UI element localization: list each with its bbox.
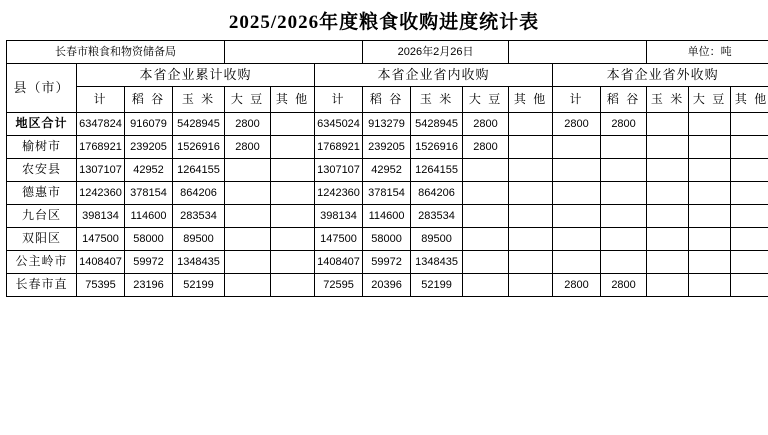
subheader-inside-corn: 玉 米 <box>411 87 463 113</box>
cell-inside-rice: 114600 <box>363 205 411 228</box>
org-label: 长春市粮食和物资储备局 <box>7 41 225 64</box>
cell-outside-corn <box>647 159 689 182</box>
cell-inside-rice: 378154 <box>363 182 411 205</box>
cell-total-other <box>271 113 315 136</box>
cell-outside-other <box>731 228 768 251</box>
cell-outside-sum <box>553 136 601 159</box>
subheader-total-corn: 玉 米 <box>173 87 225 113</box>
cell-outside-other <box>731 159 768 182</box>
cell-outside-other <box>731 136 768 159</box>
cell-outside-soybean <box>689 251 731 274</box>
subheader-total-other: 其 他 <box>271 87 315 113</box>
cell-total-corn: 1526916 <box>173 136 225 159</box>
cell-total-soybean <box>225 159 271 182</box>
cell-inside-soybean <box>463 228 509 251</box>
subheader-total-soybean: 大 豆 <box>225 87 271 113</box>
cell-inside-rice: 42952 <box>363 159 411 182</box>
table-row <box>7 228 768 251</box>
cell-total-soybean: 2800 <box>225 136 271 159</box>
subheader-outside-sum: 计 <box>553 87 601 113</box>
cell-outside-rice <box>601 159 647 182</box>
subheader-outside-rice: 稻 谷 <box>601 87 647 113</box>
meta-row <box>7 41 768 64</box>
row-label: 地区合计 <box>7 113 77 136</box>
cell-outside-soybean <box>689 274 731 297</box>
cell-outside-soybean <box>689 113 731 136</box>
cell-total-corn: 52199 <box>173 274 225 297</box>
cell-total-rice: 58000 <box>125 228 173 251</box>
cell-outside-corn <box>647 251 689 274</box>
cell-inside-soybean <box>463 182 509 205</box>
cell-outside-rice: 2800 <box>601 274 647 297</box>
cell-inside-corn: 864206 <box>411 182 463 205</box>
cell-outside-other <box>731 205 768 228</box>
header-group-row <box>7 64 768 87</box>
cell-total-sum: 1408407 <box>77 251 125 274</box>
header-group-inside: 本省企业省内收购 <box>315 64 553 87</box>
cell-total-sum: 147500 <box>77 228 125 251</box>
header-county: 县（市） <box>7 64 77 113</box>
statistics-table <box>6 40 768 297</box>
row-label: 公主岭市 <box>7 251 77 274</box>
cell-total-soybean <box>225 182 271 205</box>
cell-outside-corn <box>647 228 689 251</box>
cell-inside-other <box>509 136 553 159</box>
cell-total-soybean <box>225 205 271 228</box>
cell-total-sum: 1307107 <box>77 159 125 182</box>
subheader-inside-rice: 稻 谷 <box>363 87 411 113</box>
cell-inside-soybean <box>463 251 509 274</box>
cell-total-rice: 378154 <box>125 182 173 205</box>
cell-total-soybean: 2800 <box>225 113 271 136</box>
subheader-inside-soybean: 大 豆 <box>463 87 509 113</box>
cell-inside-corn: 283534 <box>411 205 463 228</box>
subheader-total-rice: 稻 谷 <box>125 87 173 113</box>
cell-total-sum: 1242360 <box>77 182 125 205</box>
cell-total-corn: 1348435 <box>173 251 225 274</box>
cell-total-corn: 864206 <box>173 182 225 205</box>
cell-inside-sum: 147500 <box>315 228 363 251</box>
cell-inside-corn: 1526916 <box>411 136 463 159</box>
cell-outside-other <box>731 113 768 136</box>
cell-total-other <box>271 136 315 159</box>
cell-inside-sum: 1408407 <box>315 251 363 274</box>
cell-outside-soybean <box>689 159 731 182</box>
cell-inside-soybean <box>463 205 509 228</box>
cell-inside-other <box>509 251 553 274</box>
cell-outside-soybean <box>689 182 731 205</box>
cell-outside-sum <box>553 182 601 205</box>
cell-inside-rice: 913279 <box>363 113 411 136</box>
cell-inside-other <box>509 228 553 251</box>
cell-inside-rice: 58000 <box>363 228 411 251</box>
cell-total-corn: 5428945 <box>173 113 225 136</box>
unit-label: 单位：吨 <box>647 41 768 64</box>
cell-total-rice: 42952 <box>125 159 173 182</box>
cell-inside-rice: 239205 <box>363 136 411 159</box>
cell-outside-corn <box>647 113 689 136</box>
subheader-total-sum: 计 <box>77 87 125 113</box>
cell-outside-rice: 2800 <box>601 113 647 136</box>
header-group-outside: 本省企业省外收购 <box>553 64 768 87</box>
cell-inside-corn: 5428945 <box>411 113 463 136</box>
cell-outside-corn <box>647 274 689 297</box>
table-row <box>7 136 768 159</box>
table-row <box>7 251 768 274</box>
cell-inside-corn: 52199 <box>411 274 463 297</box>
cell-inside-other <box>509 205 553 228</box>
cell-total-rice: 114600 <box>125 205 173 228</box>
cell-inside-sum: 1307107 <box>315 159 363 182</box>
cell-inside-other <box>509 182 553 205</box>
table-row <box>7 113 768 136</box>
cell-outside-corn <box>647 205 689 228</box>
cell-inside-corn: 1348435 <box>411 251 463 274</box>
cell-outside-soybean <box>689 136 731 159</box>
cell-total-corn: 283534 <box>173 205 225 228</box>
cell-outside-corn <box>647 182 689 205</box>
row-label: 榆树市 <box>7 136 77 159</box>
cell-inside-soybean: 2800 <box>463 136 509 159</box>
cell-total-other <box>271 274 315 297</box>
cell-inside-sum: 1768921 <box>315 136 363 159</box>
cell-inside-other <box>509 274 553 297</box>
cell-total-corn: 89500 <box>173 228 225 251</box>
cell-outside-rice <box>601 251 647 274</box>
cell-total-other <box>271 251 315 274</box>
cell-inside-sum: 1242360 <box>315 182 363 205</box>
row-label: 九台区 <box>7 205 77 228</box>
cell-total-soybean <box>225 274 271 297</box>
cell-inside-rice: 59972 <box>363 251 411 274</box>
page-title: 2025/2026年度粮食收购进度统计表 <box>228 12 540 33</box>
cell-total-sum: 6347824 <box>77 113 125 136</box>
cell-outside-soybean <box>689 228 731 251</box>
cell-inside-rice: 20396 <box>363 274 411 297</box>
cell-total-other <box>271 205 315 228</box>
cell-inside-soybean: 2800 <box>463 113 509 136</box>
cell-total-other <box>271 182 315 205</box>
cell-total-rice: 59972 <box>125 251 173 274</box>
cell-outside-rice <box>601 205 647 228</box>
cell-total-soybean <box>225 228 271 251</box>
subheader-outside-other: 其 他 <box>731 87 768 113</box>
row-label: 长春市直 <box>7 274 77 297</box>
cell-inside-soybean <box>463 274 509 297</box>
cell-total-rice: 916079 <box>125 113 173 136</box>
subheader-inside-other: 其 他 <box>509 87 553 113</box>
cell-outside-sum: 2800 <box>553 113 601 136</box>
cell-inside-sum: 398134 <box>315 205 363 228</box>
cell-outside-sum <box>553 228 601 251</box>
cell-total-other <box>271 228 315 251</box>
table-row <box>7 182 768 205</box>
cell-total-sum: 1768921 <box>77 136 125 159</box>
cell-outside-rice <box>601 228 647 251</box>
cell-inside-sum: 6345024 <box>315 113 363 136</box>
subheader-outside-soybean: 大 豆 <box>689 87 731 113</box>
cell-outside-corn <box>647 136 689 159</box>
table-row <box>7 159 768 182</box>
subheader-outside-corn: 玉 米 <box>647 87 689 113</box>
cell-outside-soybean <box>689 205 731 228</box>
cell-outside-sum: 2800 <box>553 274 601 297</box>
cell-outside-sum <box>553 205 601 228</box>
subheader-inside-sum: 计 <box>315 87 363 113</box>
cell-outside-rice <box>601 182 647 205</box>
row-label: 双阳区 <box>7 228 77 251</box>
cell-total-rice: 239205 <box>125 136 173 159</box>
cell-total-sum: 398134 <box>77 205 125 228</box>
cell-outside-rice <box>601 136 647 159</box>
cell-total-soybean <box>225 251 271 274</box>
cell-inside-sum: 72595 <box>315 274 363 297</box>
cell-outside-sum <box>553 159 601 182</box>
report-date: 2026年2月26日 <box>363 41 509 64</box>
row-label: 农安县 <box>7 159 77 182</box>
cell-outside-other <box>731 274 768 297</box>
cell-inside-other <box>509 159 553 182</box>
cell-outside-other <box>731 251 768 274</box>
cell-total-other <box>271 159 315 182</box>
cell-outside-other <box>731 182 768 205</box>
cell-outside-sum <box>553 251 601 274</box>
cell-total-rice: 23196 <box>125 274 173 297</box>
cell-inside-corn: 89500 <box>411 228 463 251</box>
cell-total-sum: 75395 <box>77 274 125 297</box>
cell-total-corn: 1264155 <box>173 159 225 182</box>
row-label: 德惠市 <box>7 182 77 205</box>
cell-inside-corn: 1264155 <box>411 159 463 182</box>
header-group-total: 本省企业累计收购 <box>77 64 315 87</box>
table-row <box>7 274 768 297</box>
meta-blank-left <box>225 41 363 64</box>
table-row <box>7 205 768 228</box>
meta-blank-right <box>509 41 647 64</box>
cell-inside-soybean <box>463 159 509 182</box>
cell-inside-other <box>509 113 553 136</box>
header-sub-row <box>7 87 768 113</box>
